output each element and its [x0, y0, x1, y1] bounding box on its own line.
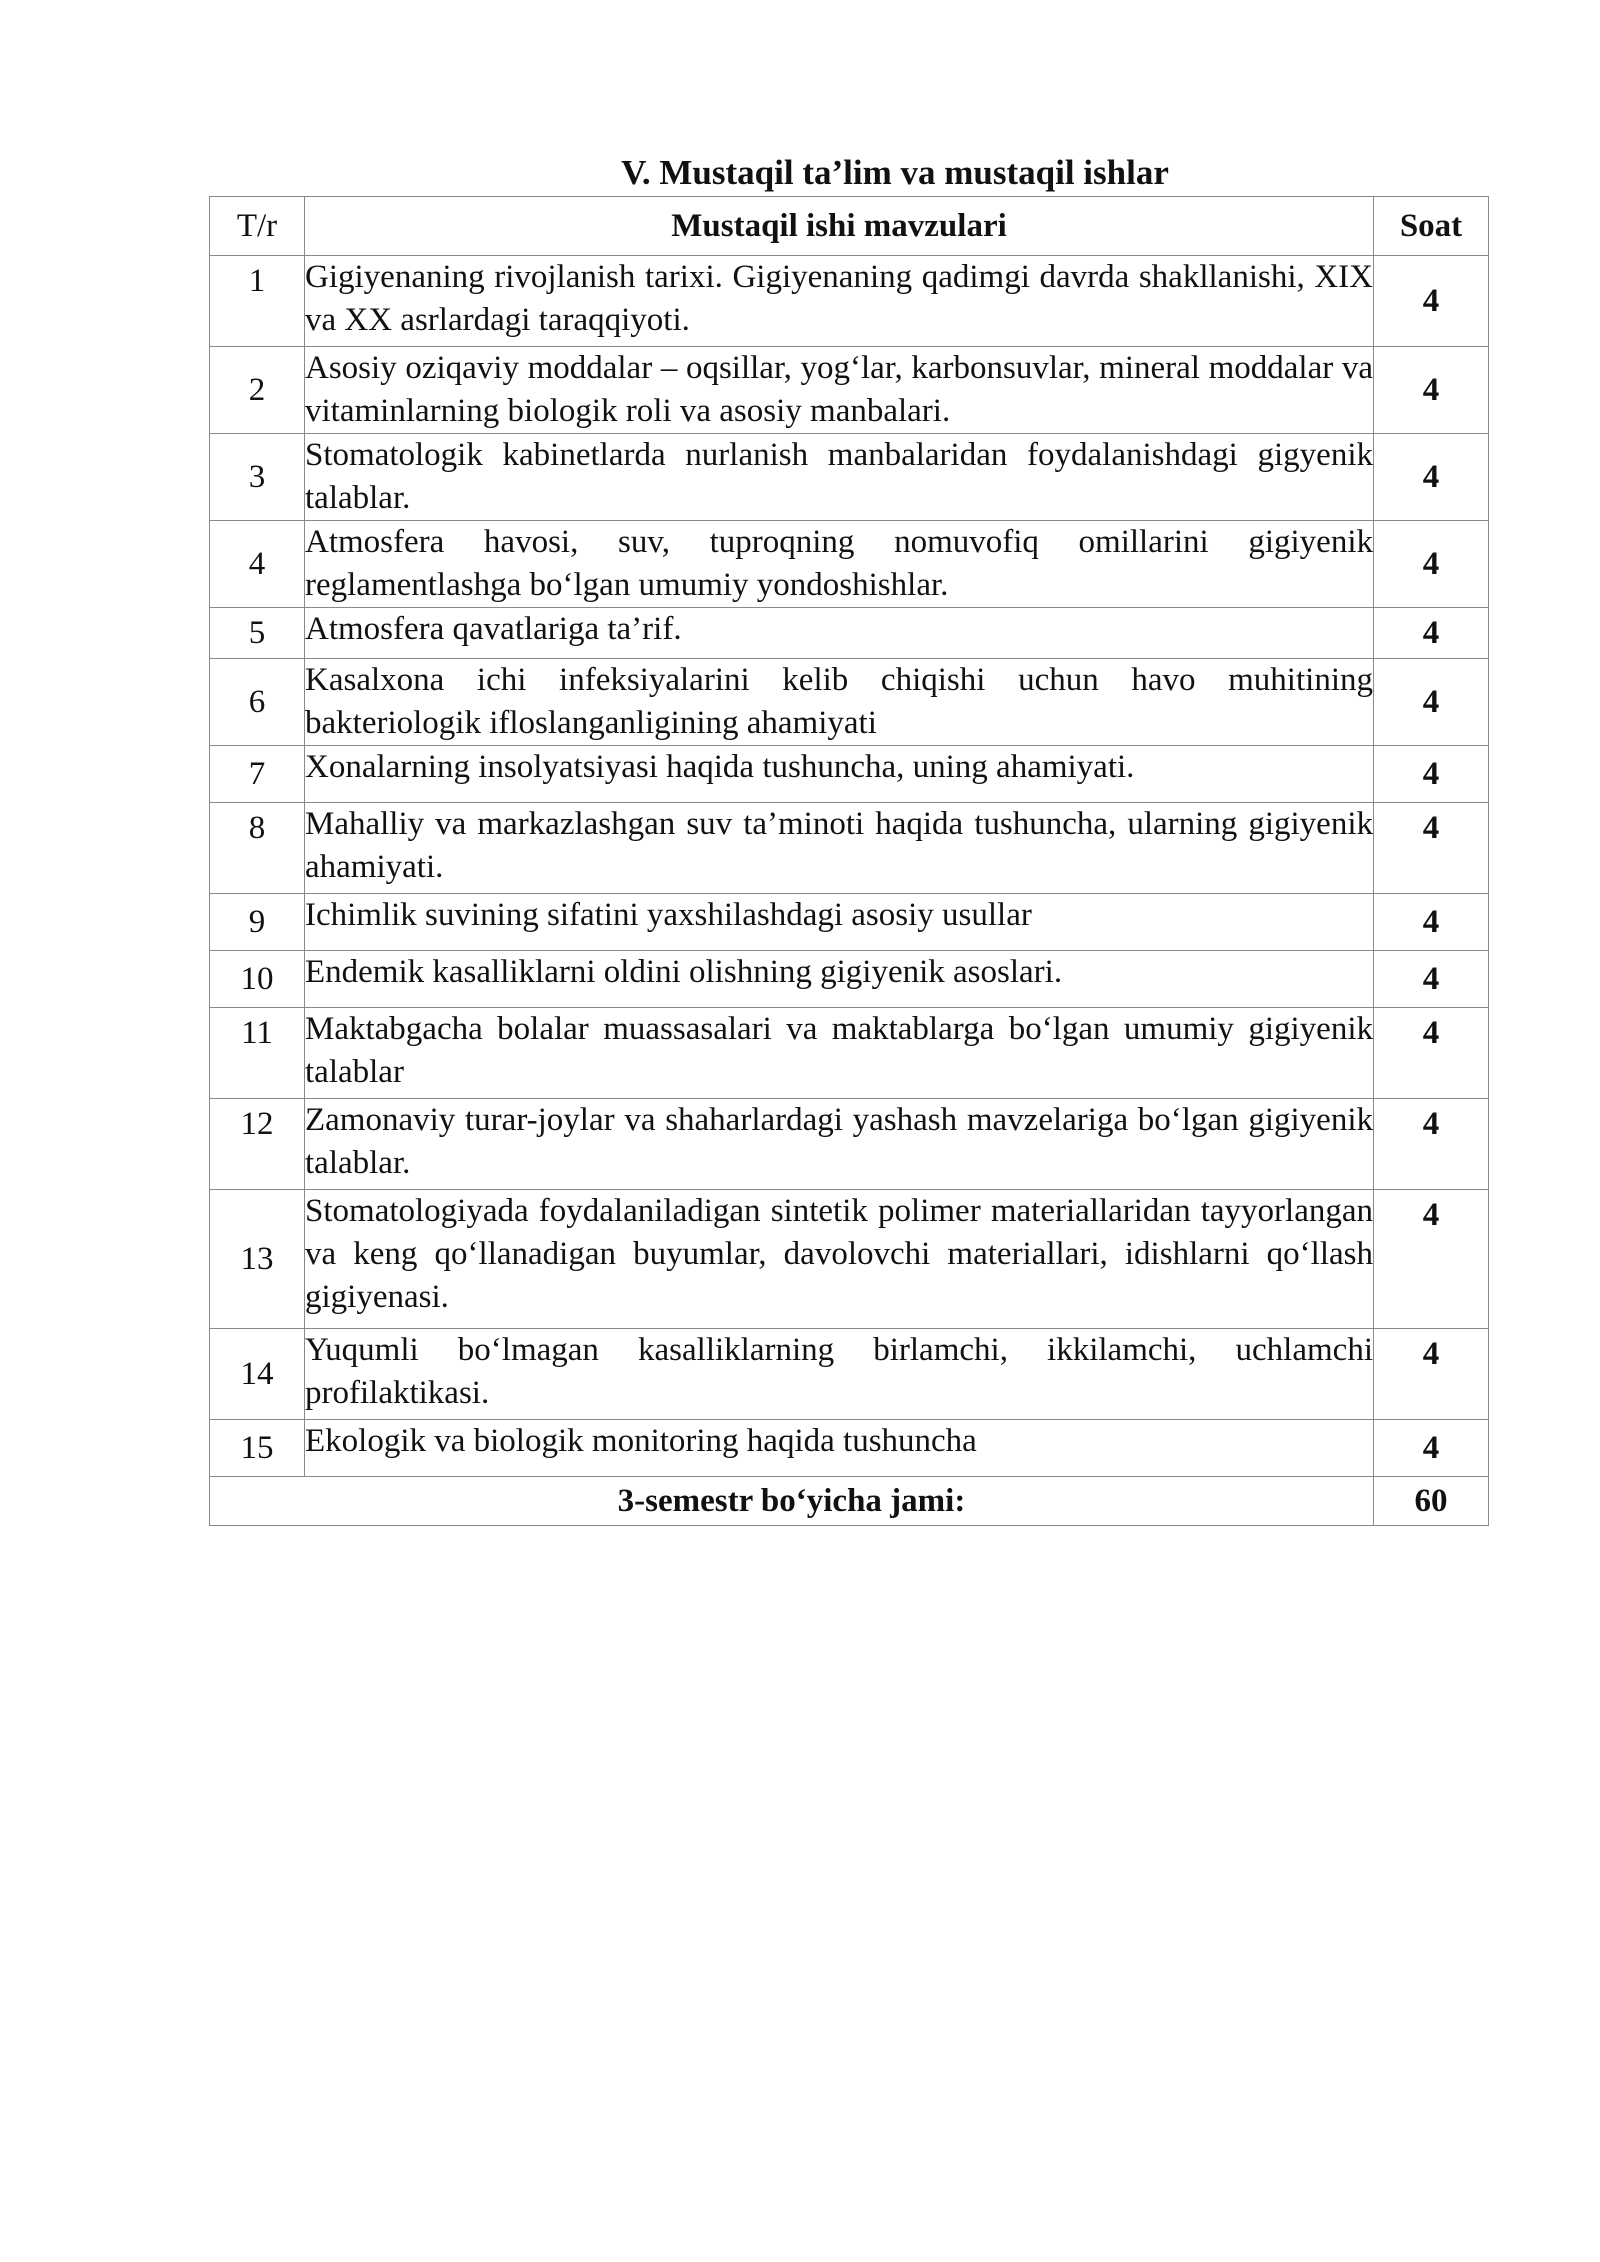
- header-hours: Soat: [1374, 197, 1489, 256]
- total-hours: 60: [1374, 1477, 1489, 1526]
- row-num: 4: [210, 521, 305, 608]
- row-hours: 4: [1374, 894, 1489, 951]
- row-hours: 4: [1374, 434, 1489, 521]
- row-hours: 4: [1374, 659, 1489, 746]
- row-topic: Stomatologik kabinetlarda nurlanish manbalaridan foydalanishdagi gigyenik talablar.: [305, 434, 1374, 521]
- row-num: 12: [210, 1099, 305, 1190]
- row-num: 9: [210, 894, 305, 951]
- table-row: [210, 434, 1489, 521]
- table-row: [210, 746, 1489, 803]
- row-topic: Atmosfera qavatlariga ta’rif.: [305, 608, 1374, 659]
- row-topic: Ekologik va biologik monitoring haqida tushuncha: [305, 1420, 1374, 1477]
- row-hours: 4: [1374, 1190, 1489, 1329]
- row-num: 11: [210, 1008, 305, 1099]
- row-num: 8: [210, 803, 305, 894]
- table-row: [210, 521, 1489, 608]
- row-hours: 4: [1374, 803, 1489, 894]
- total-row: [210, 1477, 1489, 1526]
- row-topic: Atmosfera havosi, suv, tuproqning nomuvofiq omillarini gigiyenik reglamentlashga bo‘lgan umumiy yondoshishlar.: [305, 521, 1374, 608]
- table-row: [210, 347, 1489, 434]
- header-num: T/r: [210, 197, 305, 256]
- row-num: 13: [210, 1190, 305, 1329]
- table-row: [210, 1099, 1489, 1190]
- table-header-row: [210, 197, 1489, 256]
- row-num: 15: [210, 1420, 305, 1477]
- row-num: 10: [210, 951, 305, 1008]
- table-row: [210, 608, 1489, 659]
- row-hours: 4: [1374, 1329, 1489, 1420]
- row-num: 2: [210, 347, 305, 434]
- row-num: 14: [210, 1329, 305, 1420]
- row-topic: Gigiyenaning rivojlanish tarixi. Gigiyenaning qadimgi davrda shakllanishi, XIX va XX asrlardagi taraqqiyoti.: [305, 256, 1374, 347]
- section-title: V. Mustaqil ta’lim va mustaqil ishlar: [621, 153, 1169, 192]
- row-topic: Zamonaviy turar-joylar va shaharlardagi yashash mavzelariga bo‘lgan gigiyenik talablar.: [305, 1099, 1374, 1190]
- row-hours: 4: [1374, 1420, 1489, 1477]
- header-topic: Mustaqil ishi mavzulari: [305, 197, 1374, 256]
- row-num: 7: [210, 746, 305, 803]
- row-topic: Yuqumli bo‘lmagan kasalliklarning birlamchi, ikkilamchi, uchlamchi profilaktikasi.: [305, 1329, 1374, 1420]
- row-hours: 4: [1374, 521, 1489, 608]
- row-hours: 4: [1374, 608, 1489, 659]
- table-row: [210, 894, 1489, 951]
- row-topic: Endemik kasalliklarni oldini olishning gigiyenik asoslari.: [305, 951, 1374, 1008]
- total-label: 3-semestr bo‘yicha jami:: [210, 1477, 1374, 1526]
- row-hours: 4: [1374, 256, 1489, 347]
- table-row: [210, 256, 1489, 347]
- table-row: [210, 659, 1489, 746]
- row-num: 1: [210, 256, 305, 347]
- row-topic: Xonalarning insolyatsiyasi haqida tushuncha, uning ahamiyati.: [305, 746, 1374, 803]
- table-row: [210, 1008, 1489, 1099]
- table-row: [210, 1329, 1489, 1420]
- row-topic: Mahalliy va markazlashgan suv ta’minoti haqida tushuncha, ularning gigiyenik ahamiyati.: [305, 803, 1374, 894]
- row-hours: 4: [1374, 951, 1489, 1008]
- row-hours: 4: [1374, 746, 1489, 803]
- independent-work-table: [209, 196, 1489, 1526]
- row-topic: Maktabgacha bolalar muassasalari va maktablarga bo‘lgan umumiy gigiyenik talablar: [305, 1008, 1374, 1099]
- table-row: [210, 1420, 1489, 1477]
- row-num: 6: [210, 659, 305, 746]
- row-hours: 4: [1374, 1099, 1489, 1190]
- row-topic: Ichimlik suvining sifatini yaxshilashdagi asosiy usullar: [305, 894, 1374, 951]
- row-topic: Stomatologiyada foydalaniladigan sintetik polimer materiallaridan tayyorlangan va keng qo‘llanadigan buyumlar, davolovchi materiallari, idishlarni qo‘llash gigiyenasi.: [305, 1190, 1374, 1329]
- table-row: [210, 951, 1489, 1008]
- row-topic: Asosiy oziqaviy moddalar – oqsillar, yog‘lar, karbonsuvlar, mineral moddalar va vitaminlarning biologik roli va asosiy manbalari.: [305, 347, 1374, 434]
- row-topic: Kasalxona ichi infeksiyalarini kelib chiqishi uchun havo muhitining bakteriologik ifloslanganligining ahamiyati: [305, 659, 1374, 746]
- table-row: [210, 803, 1489, 894]
- row-hours: 4: [1374, 1008, 1489, 1099]
- row-num: 5: [210, 608, 305, 659]
- row-hours: 4: [1374, 347, 1489, 434]
- row-num: 3: [210, 434, 305, 521]
- table-row: [210, 1190, 1489, 1329]
